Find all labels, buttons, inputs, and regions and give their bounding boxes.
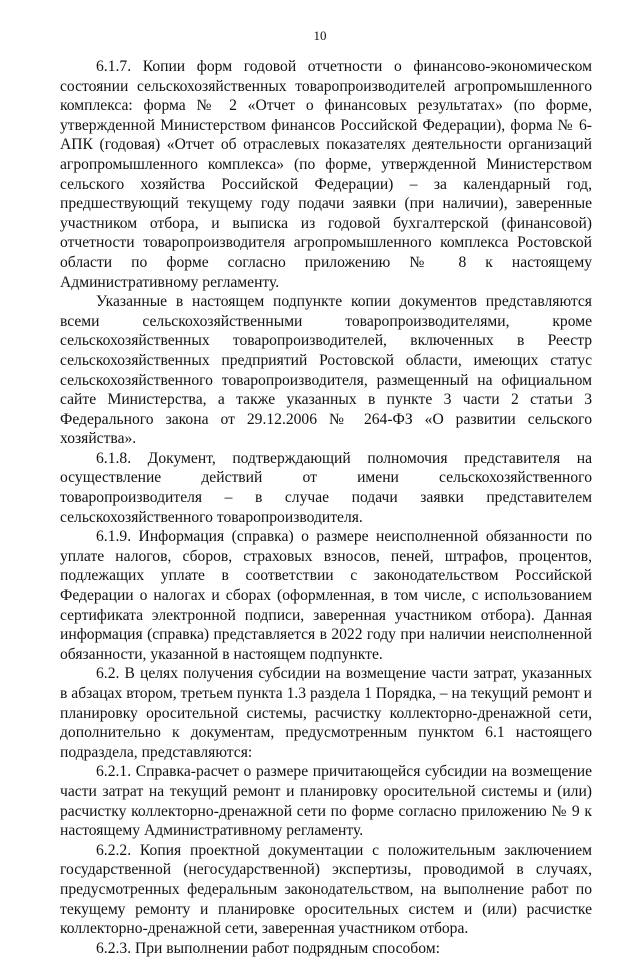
paragraph-6-2-1: 6.2.1. Справка-расчет о размере причитающейся субсидии на возмещение части затрат на текущий ремонт и планировку оросительной системы и (или) расчистку коллекторно-дренажной сети по форме согласно приложению № 9 к настоящему Административному регламенту.	[60, 763, 592, 840]
paragraph-6-2-2: 6.2.2. Копия проектной документации с положительным заключением государственной (негосударственной) экспертизы, проводимой в случаях, предусмотренных федеральным законодательством, на выполнение работ по текущему ремонту и планировке оросительных систем и (или) расчистке коллекторно-дренажной сети, заверенная участником отбора.	[60, 841, 592, 938]
paragraph-6-1-9: 6.1.9. Информация (справка) о размере неисполненной обязанности по уплате налогов, сборов, страховых взносов, пеней, штрафов, процентов, подлежащих уплате в соответствии с законодательством Российской Федерации о налогах и сборах (оформленная, в том числе, с использованием сертификата электронной подписи, заверенная участником отбора). Данная информация (справка) представляется в 2022 году при наличии неисполненной обязанности, указанной в настоящем подпункте.	[60, 528, 592, 663]
document-body	[60, 57, 592, 958]
page-number: 10	[313, 28, 327, 43]
paragraph-6-2-3: 6.2.3. При выполнении работ подрядным способом:	[96, 939, 440, 957]
paragraph-6-1-7: 6.1.7. Копии форм годовой отчетности о финансово-экономическом состоянии сельскохозяйственных товаропроизводителей агропромышленного комплекса: форма № 2 «Отчет о финансовых результатах» (по форме, утвержденной Министерством финансов Российской Федерации), форма № 6-АПК (годовая) «Отчет об отраслевых показателях деятельности организаций агропромышленного комплекса» (по форме, утвержденной Министерством сельского хозяйства Российской Федерации) – за календарный год, предшествующий текущему году подачи заявки (при наличии), заверенные участником отбора, и выписка из годовой бухгалтерской (финансовой) отчетности товаропроизводителя агропромышленного комплекса Ростовской области по форме согласно приложению № 8 к настоящему Административному регламенту.	[60, 58, 592, 291]
paragraph-6-1-8: 6.1.8. Документ, подтверждающий полномочия представителя на осуществление действий от имени сельскохозяйственного товаропроизводителя – в случае подачи заявки представителем сельскохозяйственного товаропроизводителя.	[60, 449, 592, 526]
paragraph-6-2: 6.2. В целях получения субсидии на возмещение части затрат, указанных в абзацах втором, третьем пункта 1.3 раздела 1 Порядка, – на текущий ремонт и планировку оросительной системы, расчистку коллекторно-дренажной сети, дополнительно к документам, предусмотренным пунктом 6.1 настоящего подраздела, представляются:	[60, 665, 592, 761]
paragraph-6-1-7-note: Указанные в настоящем подпункте копии документов представляются всеми сельскохозяйственными товаропроизводителями, кроме сельскохозяйственных товаропроизводителей, включенных в Реестр сельскохозяйственных предприятий Ростовской области, имеющих статус сельскохозяйственного товаропроизводителя, размещенный на официальном сайте Министерства, а также указанных в пункте 3 части 2 статьи 3 Федерального закона от 29.12.2006 № 264-ФЗ «О развитии сельского хозяйства».	[60, 293, 592, 448]
